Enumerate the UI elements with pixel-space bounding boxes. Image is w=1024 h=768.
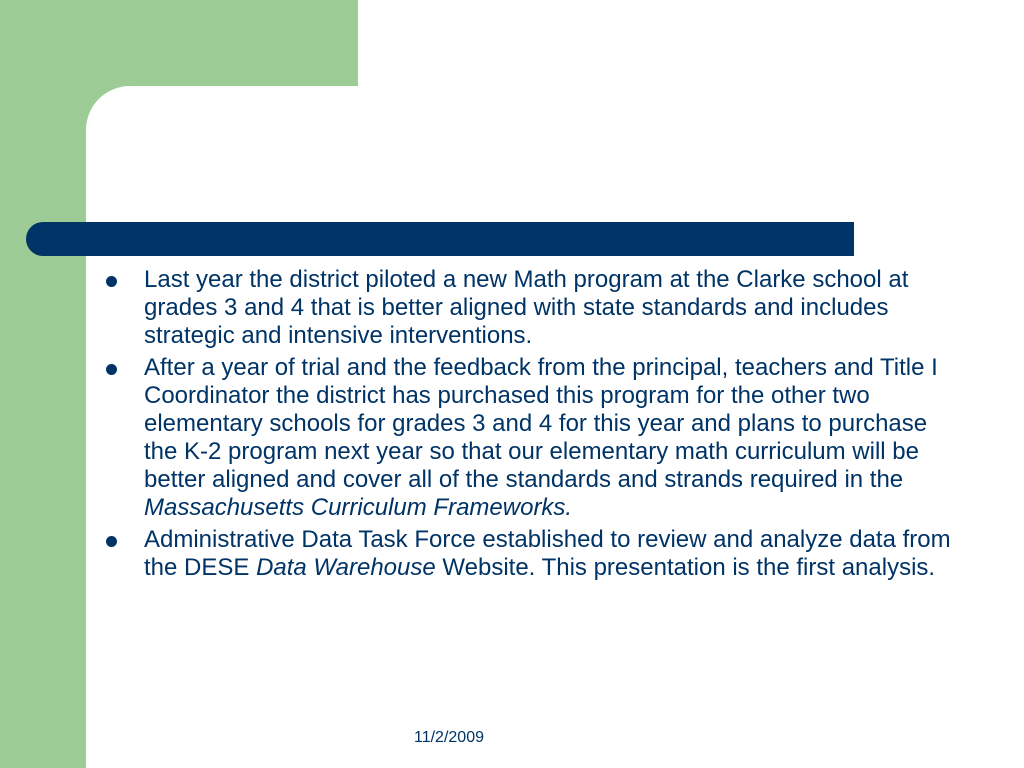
bullet-text-before: Administrative Data Task Force established to review and analyze data from the DESE: [144, 526, 951, 581]
bullet-list: [104, 266, 954, 586]
bullet-text: [144, 354, 954, 522]
bullet-dot-icon: [106, 364, 117, 375]
bullet-item-pilot-program: [104, 266, 954, 350]
bullet-text: Last year the district piloted a new Math program at the Clarke school at grades 3 and 4 that is better aligned with state standards and includes strategic and intensive interventions.: [144, 266, 909, 349]
bullet-item-purchase-plan: [104, 354, 954, 522]
bullet-dot-icon: [106, 536, 117, 547]
data-warehouse-name: Data Warehouse: [256, 554, 436, 581]
bullet-text: [144, 526, 954, 582]
frameworks-title: Massachusetts Curriculum Frameworks.: [144, 494, 573, 521]
bullet-text-after: Website. This presentation is the first analysis.: [442, 554, 936, 581]
footer-date: 11/2/2009: [414, 729, 484, 746]
bullet-dot-icon: [106, 276, 117, 287]
title-bar: [26, 222, 854, 256]
bullet-text-main: After a year of trial and the feedback from the principal, teachers and Title I Coordinator the district has purchased this program for the other two elementary schools for grades 3 and 4 for this year and plans to purchase the K-2 program next year so that our elementary math curriculum will be better aligned and cover all of the standards and strands required in the: [144, 354, 938, 493]
bullet-item-data-task-force: [104, 526, 954, 582]
